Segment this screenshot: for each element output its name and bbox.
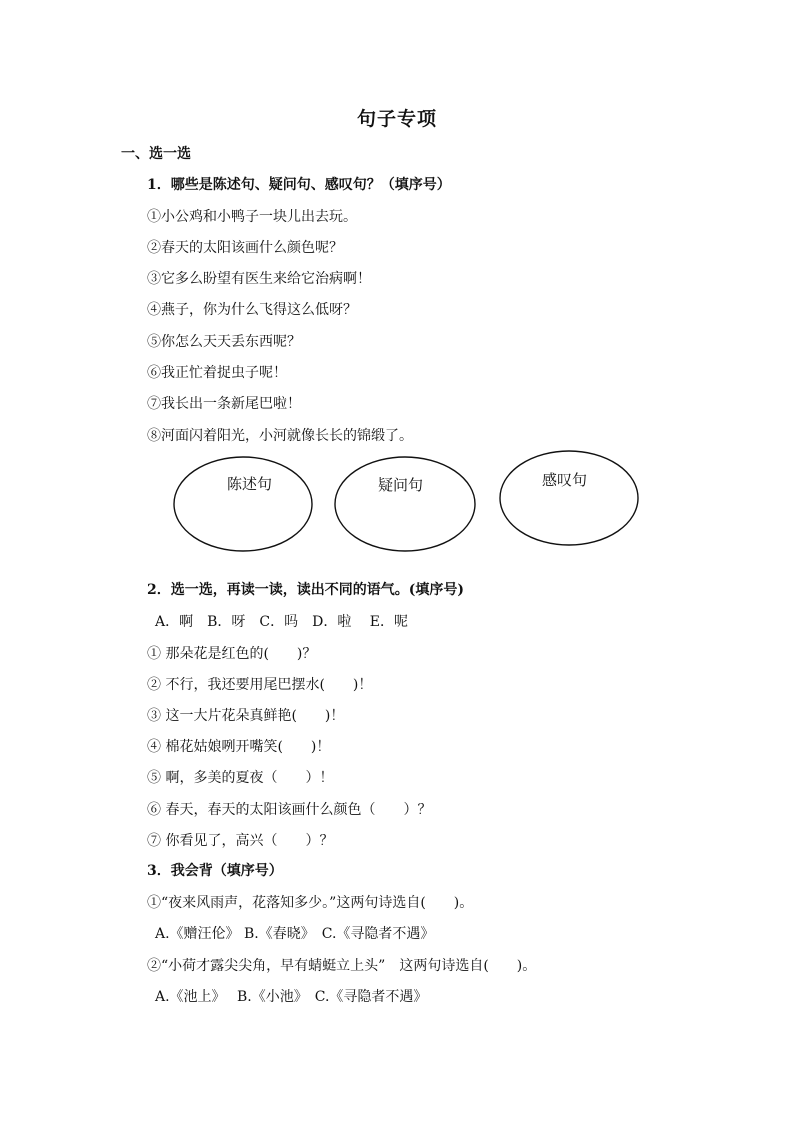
q3-item-1-options: A.《赠汪伦》 B.《春晓》 C.《寻隐者不遇》 bbox=[155, 926, 435, 942]
q1-sentence-1: ①小公鸡和小鸭子一块儿出去玩。 bbox=[147, 209, 357, 225]
q2-sentence-5: ⑤ 啊，多美的夏夜（ ）！ bbox=[147, 770, 334, 786]
q2-sentence-7: ⑦ 你看见了，高兴（ ）？ bbox=[147, 833, 334, 849]
bubble-label-exclamatory: 感叹句 bbox=[542, 471, 588, 489]
bubble-interrogative bbox=[335, 457, 475, 551]
q1-prompt: 1．哪些是陈述句、疑问句、感叹句？（填序号） bbox=[147, 177, 451, 193]
q1-sentence-5: ⑤你怎么天天丢东西呢？ bbox=[147, 334, 301, 350]
q3-item-2-options: A.《池上》 B.《小池》 C.《寻隐者不遇》 bbox=[155, 989, 428, 1005]
q2-sentence-4: ④ 棉花姑娘咧开嘴笑( )！ bbox=[147, 739, 331, 755]
bubble-label-interrogative: 疑问句 bbox=[378, 476, 424, 494]
section-heading: 一、选一选 bbox=[121, 146, 191, 162]
page-title: 句子专项 bbox=[356, 108, 437, 130]
q1-sentence-3: ③它多么盼望有医生来给它治病啊！ bbox=[147, 271, 371, 287]
q2-sentence-2: ② 不行，我还要用尾巴摆水( )！ bbox=[147, 677, 373, 693]
q2-sentence-6: ⑥ 春天，春天的太阳该画什么颜色（ ）？ bbox=[147, 802, 432, 818]
q1-sentence-2: ②春天的太阳该画什么颜色呢？ bbox=[147, 240, 343, 256]
bubble-declarative bbox=[174, 457, 312, 551]
q2-sentence-1: ① 那朵花是红色的( )？ bbox=[147, 646, 317, 662]
q3-item-2-question: ②“小荷才露尖尖角，早有蜻蜓立上头” 这两句诗选自( )。 bbox=[147, 958, 537, 974]
bubble-exclamatory bbox=[500, 451, 638, 545]
q1-sentence-7: ⑦我长出一条新尾巴啦！ bbox=[147, 396, 301, 412]
q3-item-1-question: ①“夜来风雨声，花落知多少。”这两句诗选自( )。 bbox=[147, 895, 474, 911]
q2-sentence-3: ③ 这一大片花朵真鲜艳( )！ bbox=[147, 708, 345, 724]
q1-sentence-4: ④燕子，你为什么飞得这么低呀？ bbox=[147, 302, 357, 318]
q2-prompt: 2．选一选，再读一读，读出不同的语气。(填序号) bbox=[147, 582, 464, 598]
q1-sentence-6: ⑥我正忙着捉虫子呢！ bbox=[147, 365, 287, 381]
q2-options: A．啊 B．呀 C．吗 D．啦 E．呢 bbox=[155, 614, 409, 630]
q1-sentence-8: ⑧河面闪着阳光，小河就像长长的锦缎了。 bbox=[147, 428, 413, 444]
bubble-label-declarative: 陈述句 bbox=[227, 475, 273, 493]
q3-prompt: 3．我会背（填序号） bbox=[147, 863, 283, 879]
